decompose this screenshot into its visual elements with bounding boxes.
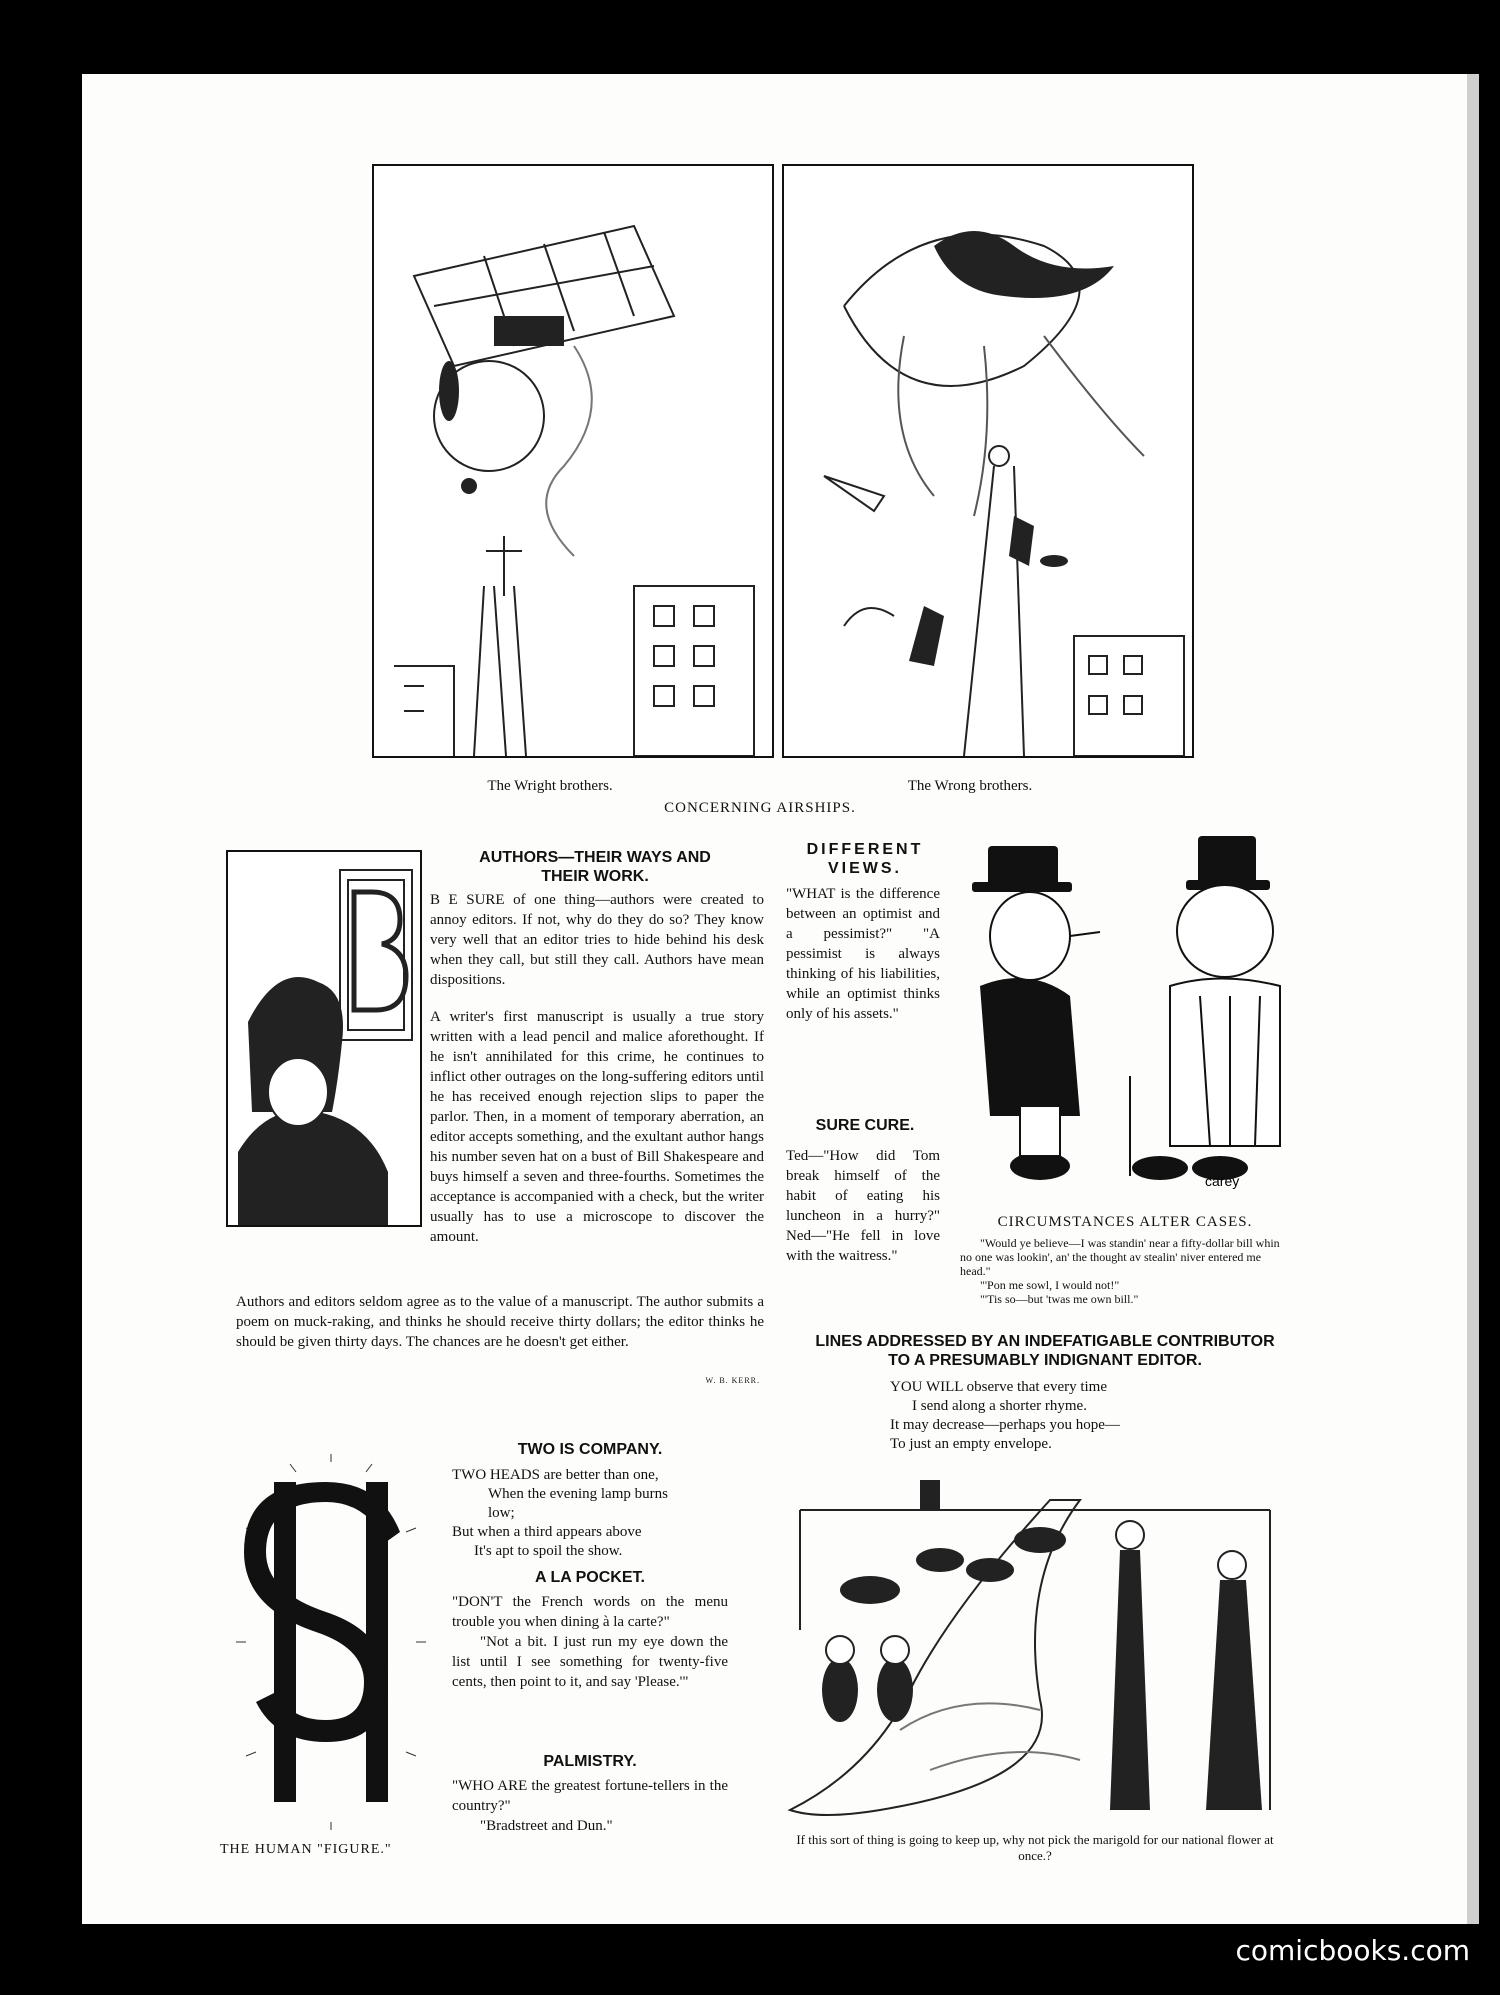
authors-signature: W. B. KERR. [705,1376,760,1385]
wedding-illustration [780,1470,1290,1820]
human-figure-caption: THE HUMAN "FIGURE." [220,1842,392,1857]
authors-para2: A writer's first manuscript is usually a true story written with a lead pencil and malice aforethought. If he isn't annihilated for this crime, he continues to inflict other outrages on the long-suffering editors until he has received enough rejection slips to paper the parlor. Then, in a moment of temporary aberration, an editor accepts something, and the exultant author hangs his number seven hat on a bust of Bill Shakespeare and buys himself a seven and three-fourths. Sometimes the acceptance is accompanied with a check, but the writer usually has to use a microscope to discover the amount. [430,1009,764,1245]
carey-signature: carey [1205,1173,1240,1189]
circumstances-dialogue: "Would ye believe—I was standin' near a fifty-dollar bill whin no one was lookin', an' the thought av stealin' niver entered me head." "'Pon me sowl, I would not!" "'Tis so—but 'twas me own bill." [960,1236,1280,1306]
watermark: comicbooks.com [1235,1934,1470,1967]
wright-brothers-illustration [372,164,774,758]
concerning-airships-title: CONCERNING AIRSHIPS. [664,800,856,816]
author-illustration [226,850,422,1227]
la-pocket-heading: A LA POCKET. [535,1569,645,1586]
wrong-brothers-caption: The Wrong brothers. [907,778,1033,794]
authors-heading: AUTHORS—THEIR WAYS AND THEIR WORK. [479,849,711,885]
lines-addressed-heading: LINES ADDRESSED BY AN INDEFATIGABLE CONTRIBUTOR TO A PRESUMABLY INDIGNANT EDITOR. [815,1333,1275,1369]
authors-para1: B E SURE of one thing—authors were created to annoy editors. If not, why do they do so? They know very well that an editor tries to hide behind his desk when they call, but still they call. Authors have mean dispositions. [430,892,764,988]
different-views-heading: DIFFERENT VIEWS. [806,841,924,877]
sure-cure-heading: SURE CURE. [815,1117,915,1134]
la-pocket-text: "DON'T the French words on the menu trouble you when dining à la carte?" "Not a bit. I just run my eye down the list until I see something for twenty-five cents, then point to it, and say 'Please.'" [452,1594,728,1690]
circumstances-illustration [960,836,1290,1206]
palmistry-heading: PALMISTRY. [543,1753,637,1770]
two-company-heading: TWO IS COMPANY. [517,1441,663,1458]
wedding-caption: If this sort of thing is going to keep up, why not pick the marigold for our national flower at once.? [796,1832,1274,1863]
dollar-sign-illustration [236,1452,426,1832]
circumstances-title: CIRCUMSTANCES ALTER CASES. [997,1214,1253,1230]
lines-addressed-verse: YOU WILL observe that every time I send along a shorter rhyme. It may decrease—perhaps you hope— To just an empty envelope. [890,1379,1120,1452]
sure-cure-text: Ted—"How did Tom break himself of the habit of eating his luncheon in a hurry?" Ned—"He fell in love with the waitress." [786,1148,940,1264]
two-company-verse: TWO HEADS are better than one, When the evening lamp burns low; But when a third appears above It's apt to spoil the show. [452,1467,668,1559]
wright-brothers-caption: The Wright brothers. [487,778,613,794]
wrong-brothers-illustration [782,164,1194,758]
palmistry-text: "WHO ARE the greatest fortune-tellers in the country?" "Bradstreet and Dun." [452,1778,728,1834]
different-views-text: "WHAT is the difference between an optimist and a pessimist?" "A pessimist is always thinking of his liabilities, while an optimist thinks only of his assets." [786,886,940,1022]
page-edge [1467,74,1479,1924]
authors-para3: Authors and editors seldom agree as to the value of a manuscript. The author submits a poem on muck-raking, and thinks he should receive thirty dollars; the editor thinks he should be given thirty days. The chances are he doesn't get either. [236,1294,764,1350]
